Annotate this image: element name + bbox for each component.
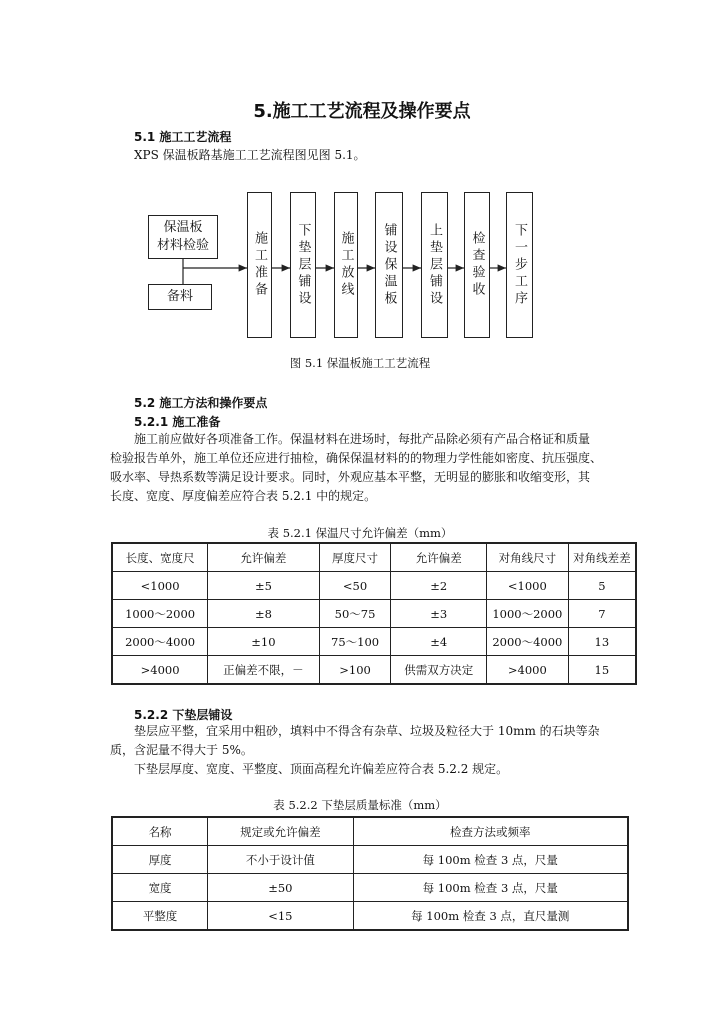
page-title: 5.施工工艺流程及操作要点: [253, 101, 471, 122]
section-5-2-2-body: [110, 722, 630, 779]
flow-step-5: [421, 192, 448, 338]
table-cell: 5: [568, 572, 636, 600]
table-cell: 13: [568, 628, 636, 656]
table-row: [112, 628, 636, 656]
table-5-2-1-caption: 表 5.2.1 保温尺寸允许偏差（mm）: [267, 526, 453, 540]
table-5-2-2-caption: 表 5.2.2 下垫层质量标准（mm）: [273, 798, 447, 812]
paragraph-line: 垫层应平整，宜采用中粗砂，填料中不得含有杂草、垃圾及粒径大于 10mm 的石块等杂: [134, 724, 600, 738]
table-cell: 1000～2000: [486, 600, 568, 628]
table-cell: 供需双方决定: [391, 656, 487, 685]
table-cell: 50～75: [319, 600, 391, 628]
table-cell: 15: [568, 656, 636, 685]
table-cell: 75～100: [319, 628, 391, 656]
section-5-2-2-heading: 5.2.2 下垫层铺设: [134, 708, 233, 722]
paragraph-line: 长度、宽度、厚度偏差应符合表 5.2.1 中的规定。: [110, 489, 377, 503]
flow-step-7-label: 下一步工序: [512, 222, 527, 308]
table-header-row: [112, 817, 628, 846]
table-cell: 每 100m 检查 3 点，尺量: [353, 874, 628, 902]
table-row: [112, 572, 636, 600]
table-cell: ±8: [208, 600, 320, 628]
flow-step-1: [247, 192, 272, 338]
table-cell: ±4: [391, 628, 487, 656]
table-cell: 宽度: [112, 874, 208, 902]
table-header-cell: 检查方法或频率: [353, 817, 628, 846]
section-5-1-text: XPS 保温板路基施工工艺流程图见图 5.1。: [134, 148, 366, 162]
table-cell: 平整度: [112, 902, 208, 931]
table-cell: 正偏差不限，－: [208, 656, 320, 685]
table-cell: 厚度: [112, 846, 208, 874]
flow-step-6-label: 检查验收: [469, 231, 485, 299]
table-row: [112, 846, 628, 874]
table-cell: >4000: [486, 656, 568, 685]
table-5-2-2: [111, 816, 629, 931]
figure-caption: 图 5.1 保温板施工工艺流程: [289, 356, 431, 370]
flow-step-1-label: 施工准备: [252, 231, 267, 299]
table-cell: ±2: [391, 572, 487, 600]
table-header-cell: 厚度尺寸: [319, 543, 391, 572]
paragraph-line: 检验报告单外，施工单位还应进行抽检，确保保温材料的的物理力学性能如密度、抗压强度、: [110, 451, 603, 465]
paragraph-line: 吸水率、导热系数等满足设计要求。同时，外观应基本平整，无明显的膨胀和收缩变形，其: [110, 470, 591, 484]
table-cell: ±50: [208, 874, 353, 902]
table-cell: 每 100m 检查 3 点，尺量: [353, 846, 628, 874]
flow-material-label: 备料: [166, 289, 193, 304]
table-header-cell: 允许偏差: [391, 543, 487, 572]
table-header-cell: 对角线差差: [568, 543, 636, 572]
flow-step-4-label: 铺设保温板: [381, 222, 397, 308]
table-header-cell: 允许偏差: [208, 543, 320, 572]
table-cell: ±5: [208, 572, 320, 600]
table-header-cell: 对角线尺寸: [486, 543, 568, 572]
paragraph-line: 下垫层厚度、宽度、平整度、顶面高程允许偏差应符合表 5.2.2 规定。: [134, 762, 509, 776]
section-5-2-1-body: [110, 430, 630, 506]
table-cell: >4000: [112, 656, 208, 685]
flow-step-2: [290, 192, 316, 338]
section-5-2-heading: 5.2 施工方法和操作要点: [134, 396, 268, 410]
table-cell: 2000～4000: [486, 628, 568, 656]
paragraph-line: 质，含泥量不得大于 5%。: [110, 743, 253, 757]
table-header-cell: 长度、宽度尺: [112, 543, 208, 572]
table-header-row: [112, 543, 636, 572]
table-row: [112, 600, 636, 628]
table-row: [112, 656, 636, 685]
table-cell: 2000～4000: [112, 628, 208, 656]
table-row: [112, 874, 628, 902]
flow-step-2-label: 下垫层铺设: [295, 222, 311, 308]
table-cell: <50: [319, 572, 391, 600]
table-cell: <1000: [112, 572, 208, 600]
table-header-cell: 名称: [112, 817, 208, 846]
table-5-2-1: [111, 542, 637, 685]
table-cell: 每 100m 检查 3 点，直尺量测: [353, 902, 628, 931]
table-cell: 1000～2000: [112, 600, 208, 628]
flow-step-3-label: 施工放线: [338, 231, 354, 299]
flow-step-4: [375, 192, 403, 338]
table-cell: ±3: [391, 600, 487, 628]
flow-start-label: 保温板 材料检验: [156, 220, 209, 253]
table-row: [112, 902, 628, 931]
table-header-cell: 规定或允许偏差: [208, 817, 353, 846]
table-cell: <1000: [486, 572, 568, 600]
section-5-2-1-heading: 5.2.1 施工准备: [134, 415, 221, 429]
table-cell: 不小于设计值: [208, 846, 353, 874]
flow-step-6: [464, 192, 490, 338]
flow-step-3: [334, 192, 358, 338]
table-cell: <15: [208, 902, 353, 931]
flow-step-5-label: 上垫层铺设: [427, 222, 442, 308]
paragraph-line: 施工前应做好各项准备工作。保温材料在进场时，每批产品除必须有产品合格证和质量: [134, 432, 591, 446]
table-cell: >100: [319, 656, 391, 685]
section-5-1-heading: 5.1 施工工艺流程: [134, 130, 232, 144]
table-cell: 7: [568, 600, 636, 628]
flow-connectors: [0, 0, 724, 400]
table-cell: ±10: [208, 628, 320, 656]
flow-step-7: [506, 192, 533, 338]
